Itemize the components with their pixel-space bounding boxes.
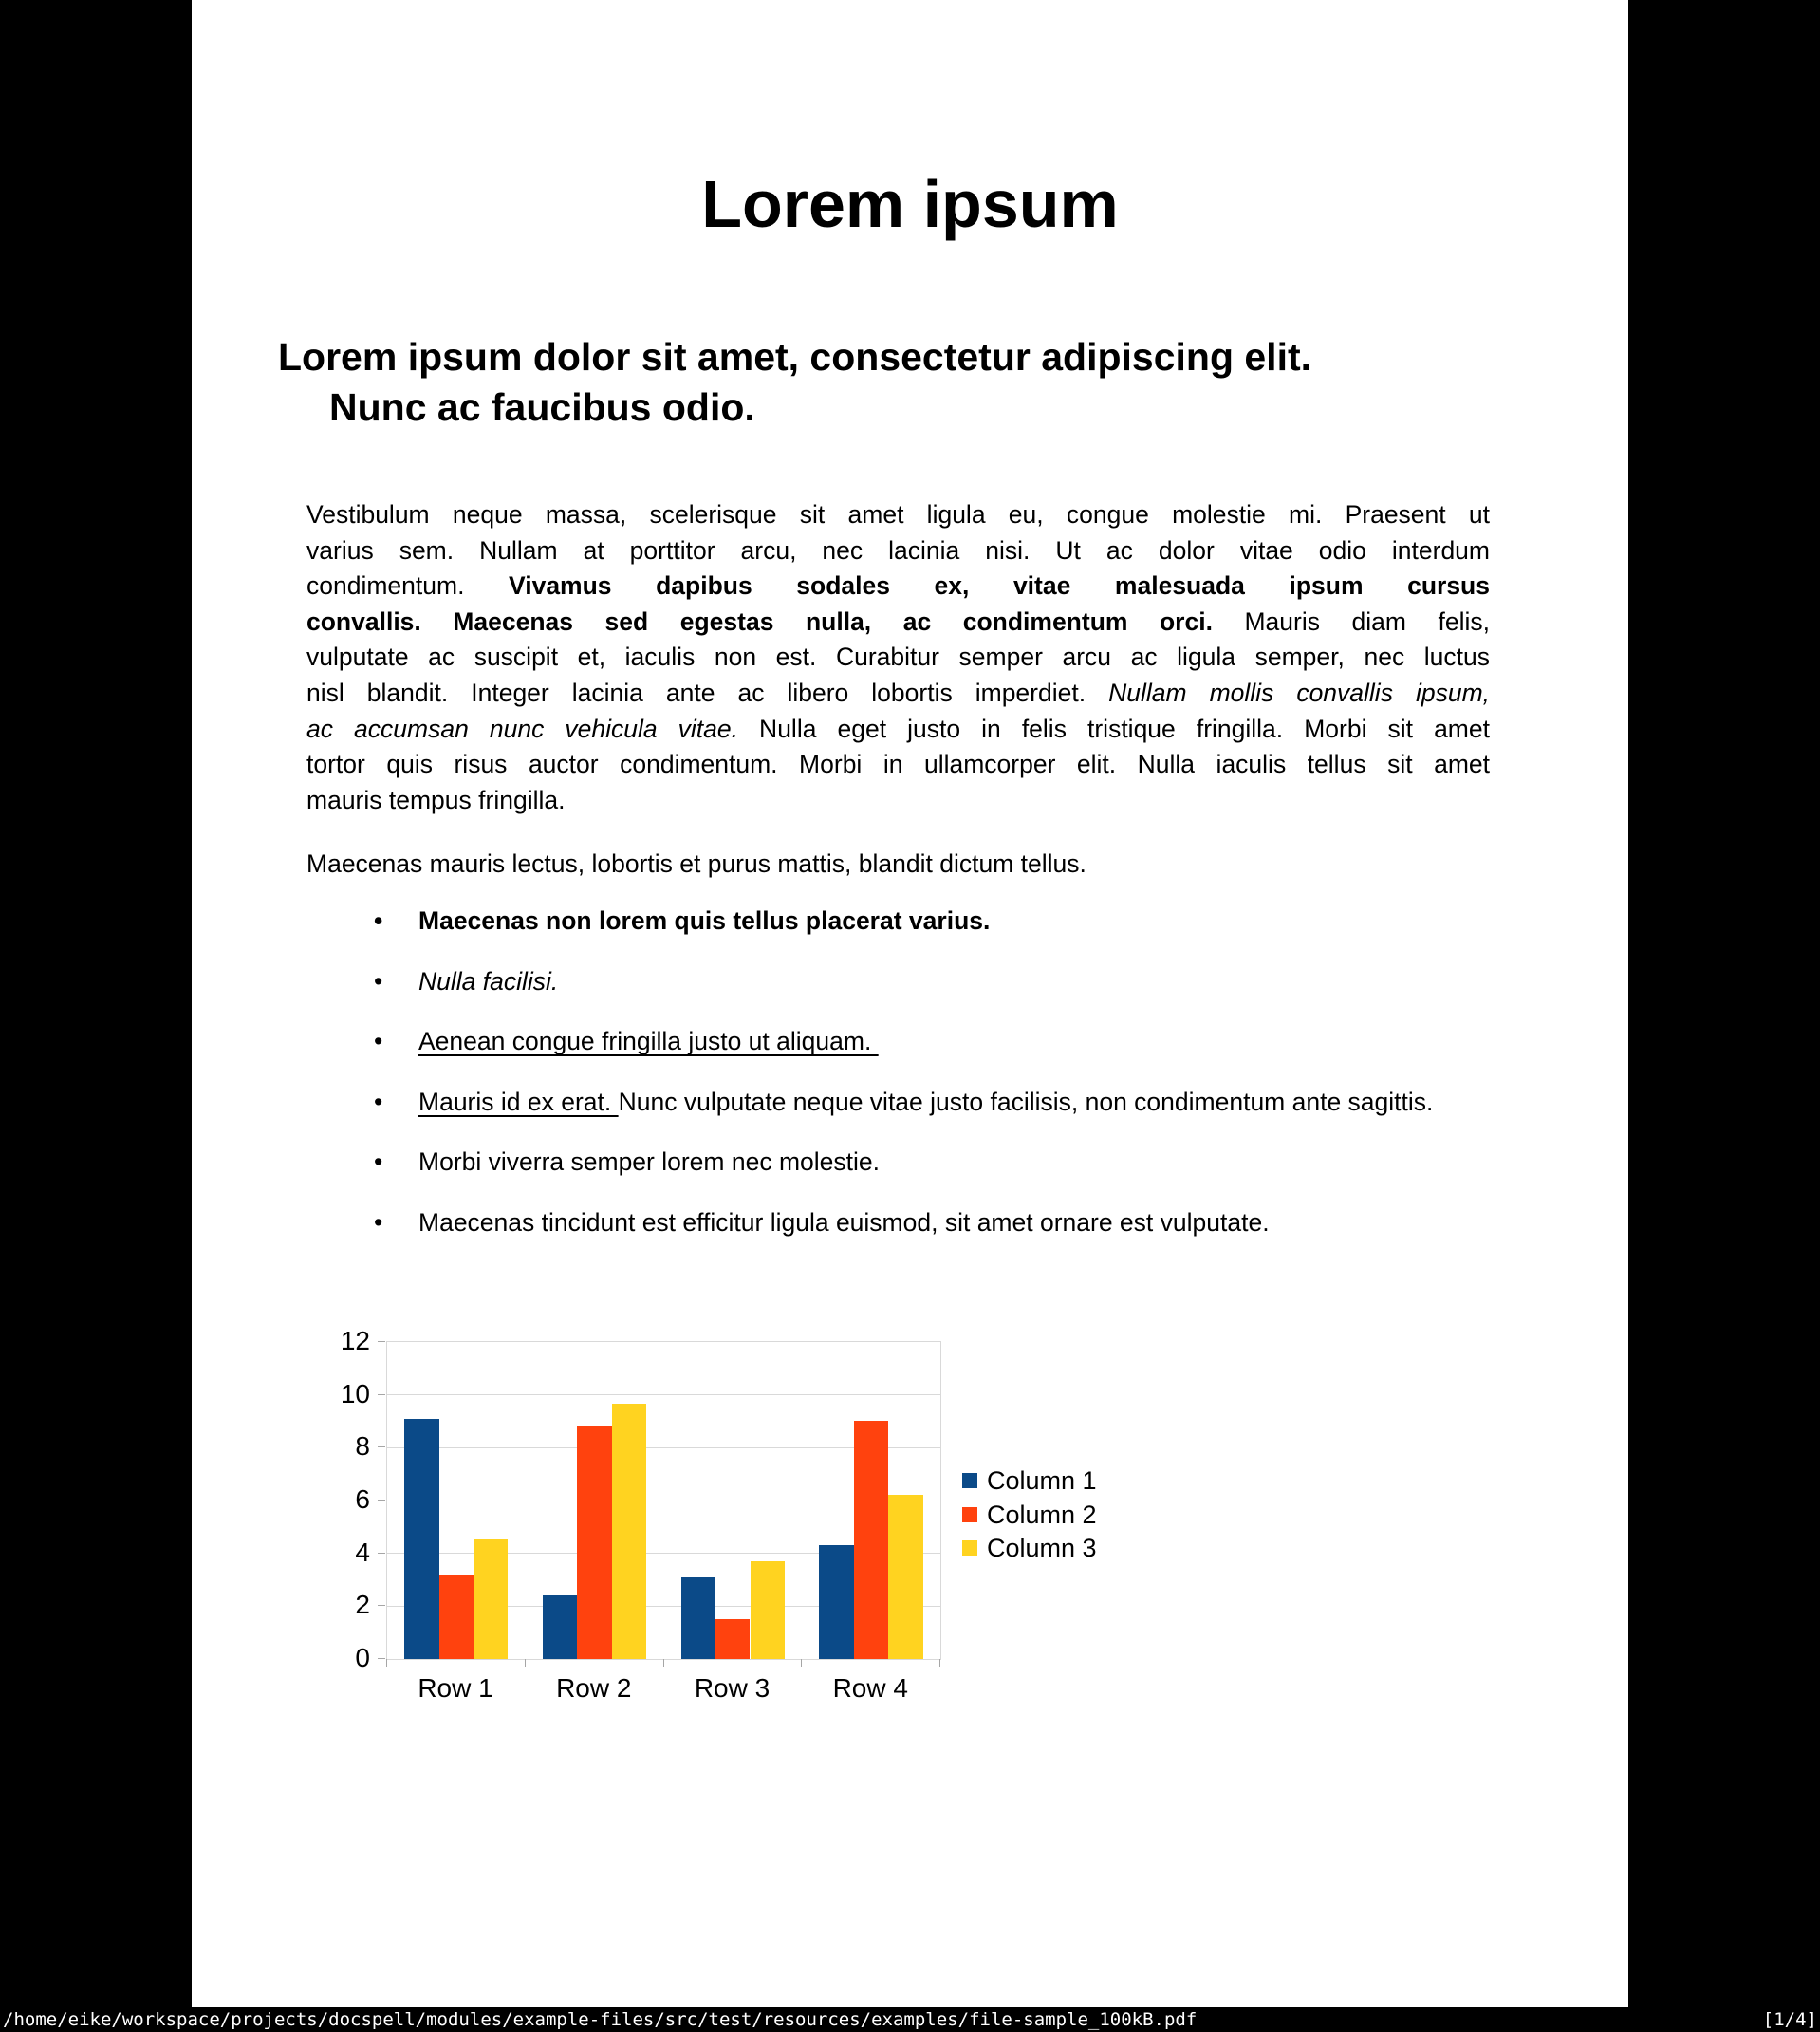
chart-bar-row2-column3: [612, 1404, 646, 1659]
paragraph-line: [306, 783, 1490, 819]
chart-bar-row2-column2: [577, 1426, 611, 1659]
list-item: [418, 1205, 1490, 1241]
text-segment: Mauris id ex erat.: [418, 1087, 619, 1116]
document-title: Lorem ipsum: [701, 167, 1119, 241]
text-segment: tortor quis risus auctor condimentum. Morbi in ullamcorper elit. Nulla iaculis tellus sit amet: [306, 750, 1490, 779]
x-axis-tick: [525, 1659, 526, 1667]
text-segment: Nulla facilisi.: [418, 966, 559, 996]
list-item: [418, 1145, 1490, 1181]
text-segment: Maecenas tincidunt est efficitur ligula euismod, sit amet ornare est vulputate.: [418, 1207, 1270, 1237]
gridline: [387, 1394, 940, 1395]
file-path: /home/eike/workspace/projects/docspell/modules/example-files/src/test/resources/examples/file-sample_100kB.pdf: [3, 2009, 1198, 2030]
y-axis-tick: [378, 1394, 385, 1395]
list-item: [418, 1024, 1490, 1060]
bullet-list: [418, 904, 1490, 1266]
paragraph-line: [306, 533, 1490, 569]
chart-bar-row4-column1: [819, 1545, 853, 1659]
y-axis-label: 0: [355, 1643, 370, 1672]
y-axis-tick: [378, 1605, 385, 1606]
text-segment: Vivamus dapibus sodales ex, vitae malesuada ipsum cursus: [509, 571, 1490, 601]
chart-bar-row2-column1: [543, 1595, 577, 1659]
x-axis-tick: [801, 1659, 802, 1667]
y-axis-label: 8: [355, 1431, 370, 1462]
bar-chart: [192, 1324, 1628, 1723]
text-segment: convallis. Maecenas sed egestas nulla, ac condimentum orci.: [306, 606, 1213, 636]
y-axis-tick: [378, 1446, 385, 1447]
text-segment: Aenean congue fringilla justo ut aliquam.: [418, 1027, 879, 1056]
x-axis-tick: [939, 1659, 940, 1667]
chart-bar-row4-column2: [854, 1421, 888, 1659]
body-paragraph: [306, 497, 1490, 818]
paragraph-line: [306, 497, 1490, 533]
paragraph-line: [306, 605, 1490, 641]
legend-label: Column 3: [987, 1534, 1097, 1562]
text-segment: condimentum.: [306, 571, 510, 601]
chart-bar-row1-column3: [474, 1539, 508, 1659]
paragraph-line: [306, 569, 1490, 605]
y-axis-label: 6: [355, 1484, 370, 1514]
text-segment: Maecenas non lorem quis tellus placerat varius.: [418, 906, 991, 935]
y-axis-tick: [378, 1500, 385, 1501]
chart-bar-row4-column3: [888, 1495, 922, 1659]
status-bar: [0, 2007, 1820, 2032]
y-axis-label: 4: [355, 1537, 370, 1567]
page-indicator: [1/4]: [1762, 2009, 1817, 2030]
document-heading: [192, 332, 1539, 433]
chart-bar-row3-column1: [681, 1577, 715, 1659]
legend-swatch-column2: [962, 1507, 977, 1522]
y-axis-tick: [378, 1341, 385, 1342]
legend-label: Column 2: [987, 1500, 1097, 1529]
text-segment: mauris tempus fringilla.: [306, 785, 566, 814]
document-page: [192, 0, 1628, 2032]
paragraph-line: [306, 676, 1490, 712]
legend-swatch-column1: [962, 1473, 977, 1488]
chart-bar-row3-column2: [715, 1619, 750, 1659]
paragraph-line: [306, 747, 1490, 783]
paragraph-line: [306, 640, 1490, 676]
text-segment: Vestibulum neque massa, scelerisque sit amet ligula eu, congue molestie mi. Praesent ut: [306, 500, 1490, 529]
text-segment: nisl blandit. Integer lacinia ante ac libero lobortis imperdiet.: [306, 678, 1109, 707]
x-axis-label: Row 1: [418, 1673, 493, 1703]
y-axis-tick: [378, 1553, 385, 1554]
x-axis-label: Row 3: [694, 1673, 771, 1703]
legend-label: Column 1: [987, 1466, 1097, 1495]
list-item: [418, 904, 1490, 940]
x-axis-tick: [386, 1659, 387, 1667]
text-segment: varius sem. Nullam at porttitor arcu, nec lacinia nisi. Ut ac dolor vitae odio interdum: [306, 535, 1490, 565]
paragraph-line: [306, 712, 1490, 748]
text-segment: Nulla eget justo in felis tristique fringilla. Morbi sit amet: [738, 714, 1490, 743]
x-axis-label: Row 2: [556, 1673, 632, 1703]
y-axis-label: 10: [340, 1378, 370, 1408]
heading-line-1: Lorem ipsum dolor sit amet, consectetur adipiscing elit.: [278, 335, 1312, 379]
y-axis-label: 2: [355, 1590, 370, 1620]
text-segment: Nunc vulputate neque vitae justo facilisis, non condimentum ante sagittis.: [618, 1087, 1434, 1116]
legend-swatch-column3: [962, 1540, 977, 1556]
y-axis-tick: [378, 1658, 385, 1659]
text-segment: ac accumsan nunc vehicula vitae.: [306, 714, 738, 743]
y-axis-label: 12: [340, 1326, 370, 1355]
list-item: [418, 964, 1490, 1000]
heading-line-2: Nunc ac faucibus odio.: [329, 385, 755, 429]
chart-bar-row1-column1: [404, 1419, 438, 1659]
list-item: [418, 1085, 1490, 1121]
lead-paragraph: Maecenas mauris lectus, lobortis et purus mattis, blandit dictum tellus.: [306, 849, 1086, 878]
text-segment: Mauris diam felis,: [1212, 606, 1490, 636]
text-segment: Nullam mollis convallis ipsum,: [1108, 678, 1491, 707]
chart-plot-area: [386, 1341, 941, 1660]
chart-bar-row1-column2: [439, 1575, 474, 1659]
text-segment: vulputate ac suscipit et, iaculis non est. Curabitur semper arcu ac ligula semper, nec luctus: [306, 643, 1490, 672]
text-segment: Morbi viverra semper lorem nec molestie.: [418, 1147, 880, 1177]
chart-bar-row3-column3: [751, 1561, 785, 1659]
x-axis-label: Row 4: [832, 1673, 908, 1703]
x-axis-tick: [663, 1659, 664, 1667]
